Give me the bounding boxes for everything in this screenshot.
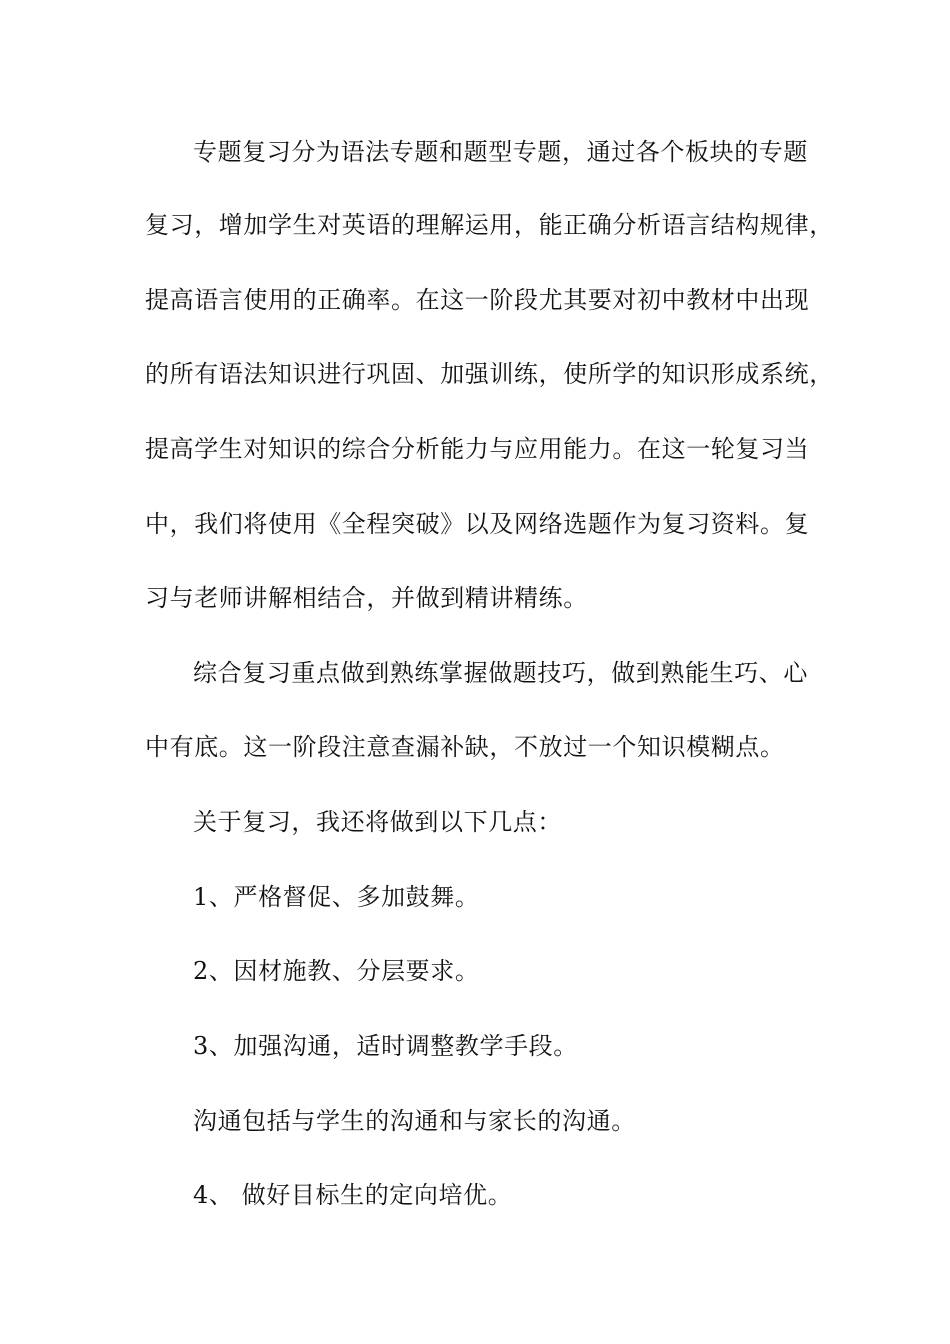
intro-line: 关于复习，我还将做到以下几点： — [193, 808, 562, 836]
paragraph-2-line-1: 综合复习重点做到熟练掌握做题技巧，做到熟能生巧、心 — [193, 659, 808, 687]
paragraph-1-line-1: 专题复习分为语法专题和题型专题，通过各个板块的专题 — [193, 138, 808, 166]
paragraph-1-line-6: 中，我们将使用《全程突破》以及网络选题作为复习资料。复 — [145, 510, 810, 538]
paragraph-1-line-3: 提高语言使用的正确率。在这一阶段尤其要对初中教材中出现 — [145, 286, 810, 314]
paragraph-1-line-4: 的所有语法知识进行巩固、加强训练，使所学的知识形成系统， — [145, 360, 834, 388]
paragraph-2-line-2: 中有底。这一阶段注意查漏补缺，不放过一个知识模糊点。 — [145, 733, 785, 761]
list-item-4: 4、 做好目标生的定向培优。 — [193, 1181, 513, 1209]
paragraph-1-line-2: 复习，增加学生对英语的理解运用，能正确分析语言结构规律， — [145, 211, 834, 239]
list-item-1: 1、严格督促、多加鼓舞。 — [193, 883, 480, 911]
list-item-2: 2、因材施教、分层要求。 — [193, 957, 480, 985]
note-line: 沟通包括与学生的沟通和与家长的沟通。 — [193, 1107, 636, 1135]
paragraph-1-line-7: 习与老师讲解相结合，并做到精讲精练。 — [145, 584, 588, 612]
list-item-3: 3、加强沟通，适时调整教学手段。 — [193, 1032, 578, 1060]
paragraph-1-line-5: 提高学生对知识的综合分析能力与应用能力。在这一轮复习当 — [145, 435, 810, 463]
